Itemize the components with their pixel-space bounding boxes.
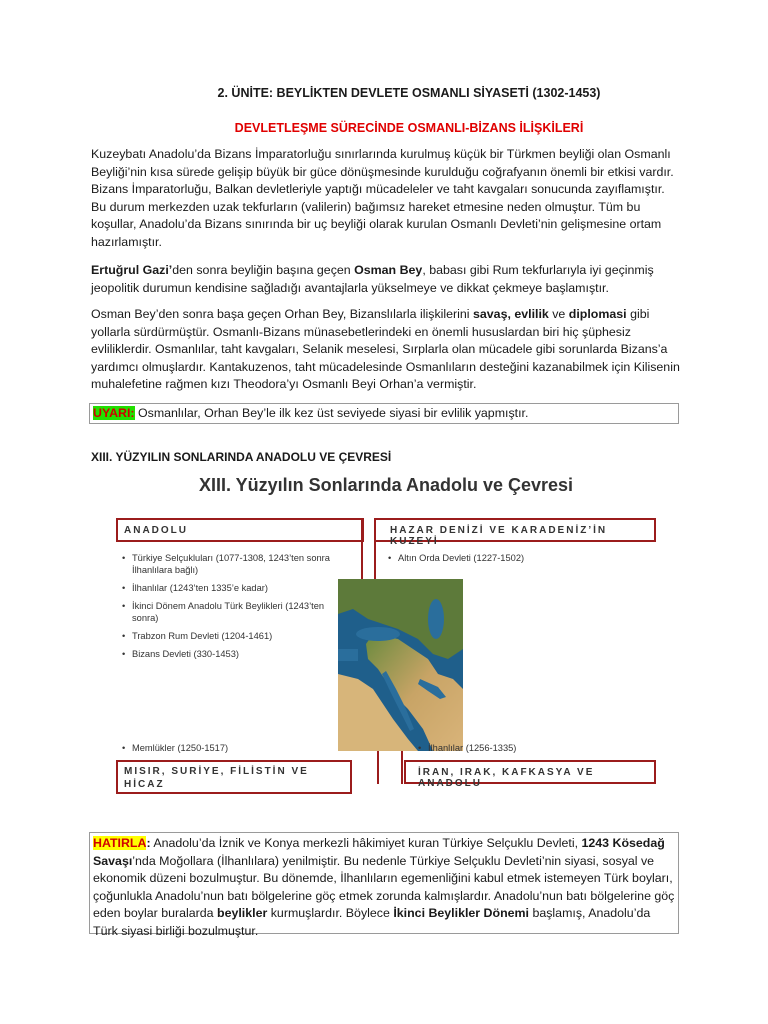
anadolu-heading: ANADOLU — [124, 525, 188, 536]
hazar-heading: HAZAR DENİZİ VE KARADENİZ’İN KUZEYİ — [390, 525, 608, 547]
paragraph-1: Kuzeybatı Anadolu’da Bizans İmparatorluğu sınırlarında kurulmuş küçük bir Türkmen beyliği olan Osmanlı Beyliği’nin kısa sürede gelişip büyük bir güce dönüşmesinde kurulduğu coğrafyanın önemli bir etkisi vardır. Bizans İmparatorluğu, Balkan devletleriyle yaptığı mücadeleler ve taht kavgaları sonucunda zayıflamıştır. Bu durum merkezden uzak tekfurların (valilerin) bağımsız hareket etmesine neden olmuştur. Tüm bu koşullar, Anadolu’da Bizans sınırında bir uç beyliği olarak kurulan Osmanlı Devleti’nin gelişmesine ortam hazırlamıştır. — [91, 147, 674, 249]
list-item: • Türkiye Selçukluları (1077-1308, 1243’ten sonra İlhanlılara bağlı) — [122, 552, 337, 576]
paragraph-2 — [91, 262, 681, 297]
paragraph-3-text-3: gibi yollarla sürdürmüştür. Osmanlı-Bizans münasebetlerindeki en önemli hususlardan biri hiç şüphesiz evliliklerdir. Osmanlılar, taht kavgaları, Selanik meselesi, Sırplarla olan mücadele gibi sorunlarda Bizans’a yardımcı olmuşlardır. Kantakuzenos, taht mücadelesinde Osmanlıların desteğini kazanabilmek için Kilisenin muhalefetine rağmen kızı Theodora’yı Osmanlı Beyi Orhan’a vermiştir. — [91, 307, 680, 392]
hatirla-label: HATIRLA — [93, 836, 147, 850]
bold-ertugrul: Ertuğrul Gazi’ — [91, 263, 173, 277]
map-image — [338, 579, 463, 751]
list-item: • Altın Orda Devleti (1227-1502) — [388, 552, 618, 564]
section-2-title: XIII. YÜZYILIN SONLARINDA ANADOLU VE ÇEVRESİ — [91, 450, 392, 464]
hatirla-text-3: kurmuşlardır. Böylece — [267, 906, 394, 921]
figure-title: XIII. Yüzyılın Sonlarında Anadolu ve Çevresi — [198, 475, 574, 495]
bold-ikinci-beylikler: İkinci Beylikler Dönemi — [393, 906, 529, 921]
list-item: • Trabzon Rum Devleti (1204-1461) — [122, 630, 337, 642]
paragraph-2-text-1: den sonra beyliğin başına geçen — [172, 263, 355, 277]
list-item: • Bizans Devleti (330-1453) — [122, 648, 337, 660]
list-item: • Memlükler (1250-1517) — [122, 742, 322, 754]
list-item: • İlhanlılar (1256-1335) — [418, 742, 618, 754]
warning-label: UYARI: — [93, 406, 135, 420]
paragraph-3-text-1: Osman Bey’den sonra başa geçen Orhan Bey, Bizanslılarla ilişkilerini — [91, 307, 473, 321]
unit-title: 2. ÜNİTE: BEYLİKTEN DEVLETE OSMANLI SİYASETİ (1302-1453) — [217, 86, 601, 100]
warning-text: Osmanlılar, Orhan Bey’le ilk kez üst seviyede siyasi bir evlilik yapmıştır. — [134, 406, 529, 420]
iran-list — [418, 742, 618, 760]
hatirla-box — [89, 832, 679, 938]
hatirla-text-2: ’nda Moğollara (İlhanlılara) yenilmiştir. Bu nedenle Türkiye Selçuklu Devleti’nin siyasi, sosyal ve ekonomik düzeni bozulmuştur. Bu dönemde, İlhanlıların egemenliğini kabul etmek istemeyen Türk boyları, çoğunlukla Anadolu’nun batı bölgelerine göç etmek zorunda kalmışlardır. Anadolu’nun batı bölgelerine göç eden boylar buralarda — [93, 853, 675, 921]
hazar-list — [388, 552, 618, 570]
warning-box — [89, 403, 679, 424]
iran-heading: İRAN, IRAK, KAFKASYA VE ANADOLU — [418, 767, 595, 789]
misir-list — [122, 742, 322, 760]
bold-beylikler: beylikler — [217, 906, 268, 921]
anadolu-list — [122, 552, 337, 666]
section-red-title: DEVLETLEŞME SÜRECİNDE OSMANLI-BİZANS İLİŞKİLERİ — [234, 121, 584, 135]
figure-infographic — [112, 472, 660, 798]
hatirla-text-4: başlamış, Anadolu’da Türk siyasi birliği bozulmuştur. — [93, 906, 651, 938]
bold-osman-bey: Osman Bey — [354, 263, 423, 277]
paragraph-3 — [91, 306, 681, 394]
bold-diplomasi: diplomasi — [568, 307, 627, 321]
misir-heading: MISIR, SURİYE, FİLİSTİN VE HİCAZ — [124, 766, 309, 790]
map-graphic — [338, 579, 463, 751]
list-item: • İkinci Dönem Anadolu Türk Beylikleri (1243’ten sonra) — [122, 600, 337, 624]
hatirla-colon: : — [146, 836, 151, 850]
bold-kosedag: 1243 Kösedağ Savaşı — [93, 836, 665, 868]
paragraph-3-text-2: ve — [548, 307, 569, 321]
paragraph-2-text-2: , babası gibi Rum tekfurlarıyla iyi geçinmiş jeopolitik durumun kendisine sağladığı avantajlarla yükselmeye ve dikkat çekmeye başlamıştır. — [91, 263, 654, 295]
list-item: • İlhanlılar (1243’ten 1335’e kadar) — [122, 582, 337, 594]
bold-savas-evlilik: savaş, evlilik — [473, 307, 549, 321]
hatirla-text-1: Anadolu’da İznik ve Konya merkezli hâkimiyet kuran Türkiye Selçuklu Devleti, — [150, 836, 582, 850]
